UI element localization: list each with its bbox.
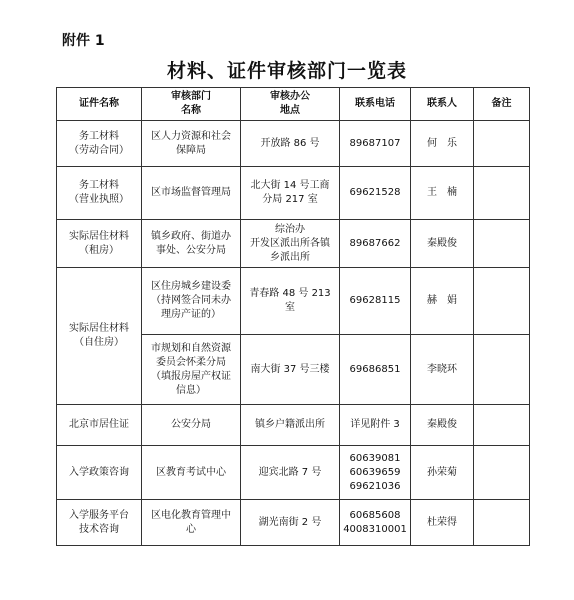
doc-name-cell: 务工材料 （营业执照） [57, 167, 142, 220]
table-row [57, 121, 530, 167]
header-phone: 联系电话 [340, 88, 411, 121]
dept-cell: 区住房城乡建设委 （持网签合同未办 理房产证的） [142, 268, 241, 335]
phone-cell: 60685608 4008310001 [340, 500, 411, 546]
doc-name-cell: 实际居住材料 （租房） [57, 220, 142, 268]
dept-cell: 区教育考试中心 [142, 446, 241, 500]
dept-cell: 市规划和自然资源 委员会怀柔分局 （填报房屋产权证 信息） [142, 335, 241, 405]
phone-cell: 69628115 [340, 268, 411, 335]
contact-cell: 何 乐 [411, 121, 474, 167]
note-cell [474, 220, 530, 268]
place-cell: 迎宾北路 7 号 [241, 446, 340, 500]
contact-cell: 王 楠 [411, 167, 474, 220]
phone-cell: 详见附件 3 [340, 405, 411, 446]
doc-name-cell: 入学服务平台 技术咨询 [57, 500, 142, 546]
note-cell [474, 335, 530, 405]
table-row [57, 268, 530, 335]
contact-cell: 秦殿俊 [411, 220, 474, 268]
note-cell [474, 121, 530, 167]
table-row [57, 220, 530, 268]
dept-cell: 区市场监督管理局 [142, 167, 241, 220]
contact-cell: 赫 娟 [411, 268, 474, 335]
phone-cell: 60639081 60639659 69621036 [340, 446, 411, 500]
note-cell [474, 500, 530, 546]
place-cell: 北大街 14 号工商 分局 217 室 [241, 167, 340, 220]
contact-cell: 孙荣菊 [411, 446, 474, 500]
header-contact: 联系人 [411, 88, 474, 121]
note-cell [474, 446, 530, 500]
phone-cell: 69621528 [340, 167, 411, 220]
contact-cell: 李晓环 [411, 335, 474, 405]
contact-cell: 杜荣得 [411, 500, 474, 546]
doc-name-cell: 务工材料 （劳动合同） [57, 121, 142, 167]
header-note: 备注 [474, 88, 530, 121]
dept-cell: 区电化教育管理中 心 [142, 500, 241, 546]
phone-cell: 89687662 [340, 220, 411, 268]
note-cell [474, 268, 530, 335]
place-cell: 镇乡户籍派出所 [241, 405, 340, 446]
table-row [57, 405, 530, 446]
place-cell: 开放路 86 号 [241, 121, 340, 167]
department-table [56, 87, 530, 546]
doc-name-cell: 北京市居住证 [57, 405, 142, 446]
table-header-row [57, 88, 530, 121]
note-cell [474, 405, 530, 446]
place-cell: 青春路 48 号 213 室 [241, 268, 340, 335]
page-title: 材料、证件审核部门一览表 [166, 60, 407, 82]
place-cell: 湖光南街 2 号 [241, 500, 340, 546]
place-cell: 南大街 37 号三楼 [241, 335, 340, 405]
table-row [57, 446, 530, 500]
table-row [57, 167, 530, 220]
phone-cell: 69686851 [340, 335, 411, 405]
note-cell [474, 167, 530, 220]
dept-cell: 区人力资源和社会 保障局 [142, 121, 241, 167]
contact-cell: 秦殿俊 [411, 405, 474, 446]
header-place: 审核办公 地点 [241, 88, 340, 121]
doc-name-cell: 入学政策咨询 [57, 446, 142, 500]
header-doc-name: 证件名称 [57, 88, 142, 121]
phone-cell: 89687107 [340, 121, 411, 167]
table-row [57, 500, 530, 546]
place-cell: 综治办 开发区派出所各镇 乡派出所 [241, 220, 340, 268]
header-dept: 审核部门 名称 [142, 88, 241, 121]
dept-cell: 公安分局 [142, 405, 241, 446]
dept-cell: 镇乡政府、街道办 事处、公安分局 [142, 220, 241, 268]
attachment-label: 附件 1 [62, 33, 105, 49]
doc-name-cell: 实际居住材料 （自住房） [57, 268, 142, 405]
